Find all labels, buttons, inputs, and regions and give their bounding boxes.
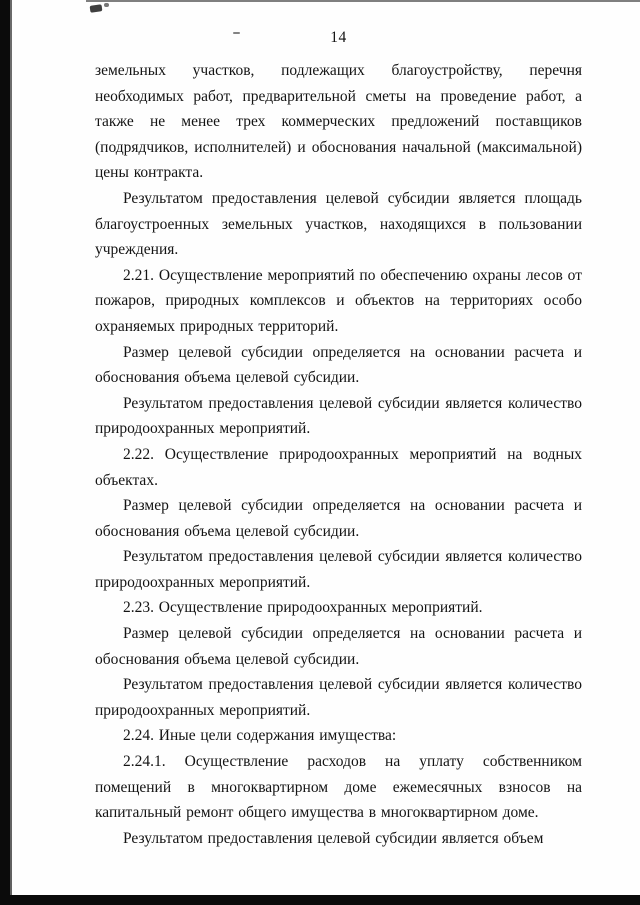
scan-artifact [90, 4, 103, 13]
paragraph: земельных участков, подлежащих благоустройству, перечня необходимых работ, предварительной сметы на проведение работ, а также не менее трех коммерческих предложений поставщиков (подрядчиков, исполнителей) и обоснования начальной (максимальной) цены контракта. [95, 62, 582, 182]
paragraph: Размер целевой субсидии определяется на основании расчета и обоснования объема целевой субсидии. [95, 497, 582, 540]
paragraph: Результатом предоставления целевой субсидии является площадь благоустроенных земельных участков, находящихся в пользовании учреждения. [95, 189, 582, 259]
paragraph: 2.24.1. Осуществление расходов на уплату собственником помещений в многоквартирном доме ежемесячных взносов на капитальный ремонт общего имущества в многоквартирном доме. [95, 753, 582, 822]
paragraph: Размер целевой субсидии определяется на основании расчета и обоснования объема целевой субсидии. [95, 625, 582, 668]
document-body [95, 58, 582, 851]
paragraph: 2.24. Иные цели содержания имущества: [123, 727, 397, 745]
scan-edge-top [86, 0, 640, 2]
paragraph: Результатом предоставления целевой субсидии является количество природоохранных мероприятий. [95, 676, 582, 719]
paragraph: Результатом предоставления целевой субсидии является количество природоохранных мероприятий. [95, 394, 582, 438]
scan-edge-left [0, 0, 10, 905]
paragraph: Результатом предоставления целевой субсидии является количество природоохранных мероприятий. [95, 548, 582, 591]
paragraph: Размер целевой субсидии определяется на основании расчета и обоснования объема целевой субсидии. [95, 343, 582, 387]
paragraph: 2.23. Осуществление природоохранных мероприятий. [123, 599, 483, 617]
scan-edge-bottom [0, 895, 640, 905]
paragraph: 2.22. Осуществление природоохранных мероприятий на водных объектах. [95, 445, 582, 489]
paragraph: Результатом предоставления целевой субсидии является объем [123, 829, 544, 847]
page-number: 14 [330, 29, 347, 46]
paragraph: 2.21. Осуществление мероприятий по обеспечению охраны лесов от пожаров, природных комплексов и объектов на территориях особо охраняемых природных территорий. [95, 266, 582, 335]
scan-artifact [104, 3, 109, 7]
